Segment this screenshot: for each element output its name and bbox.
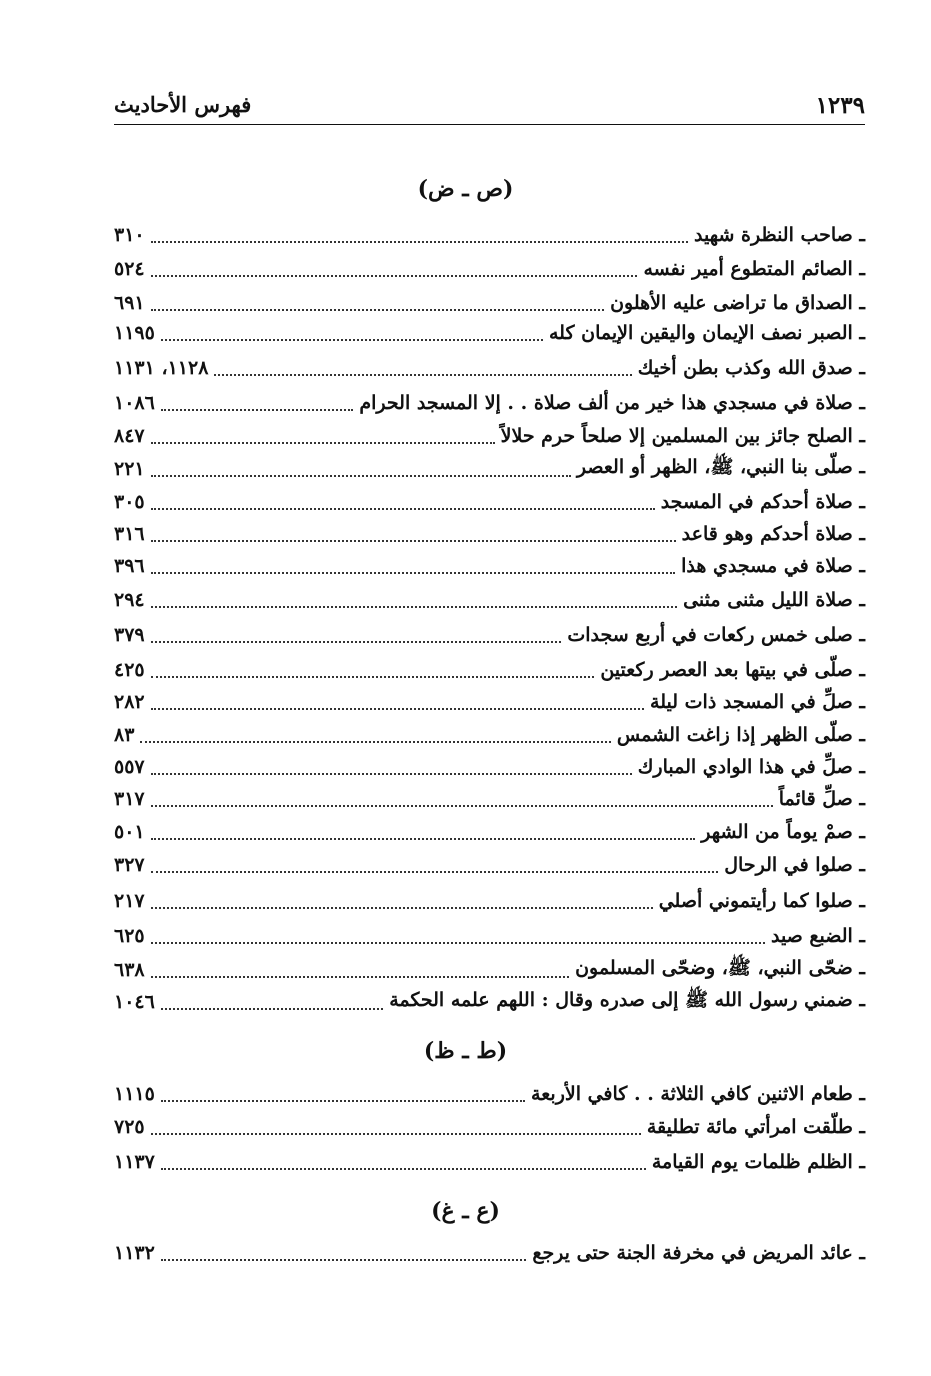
index-entry bbox=[114, 1077, 865, 1111]
page-reference: ١١٩٥ bbox=[114, 322, 155, 344]
dot-leader bbox=[151, 707, 644, 710]
dot-leader bbox=[151, 274, 638, 277]
dot-leader bbox=[161, 1167, 646, 1170]
section-heading: (ع ـ غ) bbox=[431, 1198, 500, 1224]
page-reference: ١١٢٨، ١١٣١ bbox=[114, 357, 209, 379]
dot-leader bbox=[140, 740, 610, 743]
index-entry bbox=[114, 1110, 865, 1144]
hadith-text: ـ الضبع صيد bbox=[770, 925, 865, 947]
page-reference: ٣١٠ bbox=[114, 224, 145, 246]
index-entry bbox=[114, 316, 865, 350]
page-reference: ٦٢٥ bbox=[114, 925, 145, 947]
page-reference: ٧٢٥ bbox=[114, 1116, 145, 1138]
dot-leader bbox=[151, 640, 562, 643]
page-reference: ٣٧٩ bbox=[114, 624, 145, 646]
dot-leader bbox=[151, 240, 688, 243]
dot-leader bbox=[161, 1007, 383, 1010]
page-reference: ١٠٨٦ bbox=[114, 392, 155, 414]
hadith-text: ـ صلّى الظهر إذا زاغت الشمس bbox=[616, 724, 865, 746]
page-reference: ١١٣٧ bbox=[114, 1151, 155, 1173]
index-entry bbox=[114, 919, 865, 953]
hadith-text: ـ الصداق ما تراضى عليه الأهلون bbox=[610, 292, 865, 314]
index-entry bbox=[114, 583, 865, 617]
index-entry bbox=[114, 419, 865, 453]
section-heading: (ط ـ ظ) bbox=[423, 1038, 508, 1064]
dot-leader bbox=[214, 373, 631, 376]
dot-leader bbox=[151, 975, 569, 978]
hadith-text: ـ صلاة أحدكم وهو قاعد bbox=[681, 523, 865, 545]
dot-leader bbox=[151, 539, 676, 542]
hadith-text: ـ الصلح جائز بين المسلمين إلا صلحاً حرم حلالاً bbox=[500, 425, 865, 447]
hadith-text: ـ صلِّ في هذا الوادي المبارك bbox=[637, 756, 865, 778]
index-entry bbox=[114, 286, 865, 320]
page-reference: ١٠٤٦ bbox=[114, 991, 155, 1013]
dot-leader bbox=[151, 804, 773, 807]
page-reference: ٨٤٧ bbox=[114, 425, 145, 447]
dot-leader bbox=[151, 906, 653, 909]
dot-leader bbox=[161, 1258, 527, 1261]
hadith-text: ـ طلّقت امرأتي مائة تطليقة bbox=[646, 1116, 865, 1138]
index-entry bbox=[114, 884, 865, 918]
hadith-text: ـ صلاة الليل مثنى مثنى bbox=[683, 589, 865, 611]
dot-leader bbox=[151, 941, 765, 944]
page-reference: ٢١٧ bbox=[114, 890, 145, 912]
page-reference: ٢٨٢ bbox=[114, 691, 145, 713]
dot-leader bbox=[151, 507, 655, 510]
hadith-text: ـ صلاة أحدكم في المسجد bbox=[660, 491, 865, 513]
page-reference: ١١٣٢ bbox=[114, 1242, 155, 1264]
dot-leader bbox=[151, 870, 719, 873]
page-reference: ١١١٥ bbox=[114, 1083, 155, 1105]
hadith-text: ـ ضمني رسول الله ﷺ إلى صدره وقال : اللهم علمه الحكمة bbox=[389, 989, 865, 1011]
dot-leader bbox=[151, 474, 571, 477]
index-entry bbox=[114, 1236, 865, 1270]
page-reference: ٣١٧ bbox=[114, 788, 145, 810]
index-entry bbox=[114, 1145, 865, 1179]
index-entry bbox=[114, 485, 865, 519]
hadith-text: ـ صلاة في مسجدي هذا bbox=[681, 555, 865, 577]
dot-leader bbox=[161, 1099, 525, 1102]
hadith-text: ـ الظلم ظلمات يوم القيامة bbox=[651, 1151, 865, 1173]
index-entry bbox=[114, 848, 865, 882]
index-entry bbox=[114, 685, 865, 719]
index-entry bbox=[114, 618, 865, 652]
index-entry bbox=[114, 815, 865, 849]
index-entry bbox=[114, 985, 865, 1019]
dot-leader bbox=[151, 1132, 641, 1135]
hadith-text: ـ طعام الاثنين كافي الثلاثة . . كافي الأربعة bbox=[531, 1083, 865, 1105]
hadith-text: ـ صلِّ في المسجد ذات ليلة bbox=[650, 691, 865, 713]
index-entry bbox=[114, 750, 865, 784]
page-reference: ٢٢١ bbox=[114, 458, 145, 480]
page-reference: ٥٠١ bbox=[114, 821, 145, 843]
index-entry bbox=[114, 517, 865, 551]
dot-leader bbox=[151, 675, 595, 678]
index-entry bbox=[114, 653, 865, 687]
page-reference: ٣٢٧ bbox=[114, 854, 145, 876]
hadith-text: ـ صلّى في بيتها بعد العصر ركعتين bbox=[600, 659, 865, 681]
hadith-text: ـ عائد المريض في مخرفة الجنة حتى يرجع bbox=[532, 1242, 865, 1264]
dot-leader bbox=[151, 441, 495, 444]
page-reference: ٤٢٥ bbox=[114, 659, 145, 681]
hadith-text: ـ صلوا في الرحال bbox=[724, 854, 865, 876]
page-reference: ٥٢٤ bbox=[114, 258, 145, 280]
hadith-text: ـ الصائم المتطوع أمير نفسه bbox=[643, 258, 865, 280]
page-reference: ٨٣ bbox=[114, 724, 135, 746]
page-reference: ٣٩٦ bbox=[114, 555, 145, 577]
dot-leader bbox=[151, 772, 632, 775]
dot-leader bbox=[151, 605, 677, 608]
index-entry bbox=[114, 782, 865, 816]
hadith-text: ـ صلاة في مسجدي هذا خير من ألف صلاة . . إلا المسجد الحرام bbox=[359, 392, 865, 414]
dot-leader bbox=[151, 308, 604, 311]
dot-leader bbox=[151, 837, 696, 840]
hadith-text: ـ ضحّى النبي، ﷺ، وضحّى المسلمون bbox=[575, 957, 865, 979]
dot-leader bbox=[161, 408, 354, 411]
page-number: ١٢٣٩ bbox=[815, 92, 865, 119]
hadith-text: ـ صلى خمس ركعات في أربع سجدات bbox=[567, 624, 865, 646]
page-reference: ٥٥٧ bbox=[114, 756, 145, 778]
hadith-text: ـ صلِّ قائماً bbox=[778, 788, 865, 810]
index-entry bbox=[114, 351, 865, 385]
running-title: فهرس الأحاديث bbox=[114, 92, 252, 117]
index-entry bbox=[114, 718, 865, 752]
dot-leader bbox=[161, 338, 543, 341]
page-reference: ٢٩٤ bbox=[114, 589, 145, 611]
page-reference: ٣٠٥ bbox=[114, 491, 145, 513]
hadith-text: ـ صلوا كما رأيتموني أصلي bbox=[658, 890, 865, 912]
index-entry bbox=[114, 218, 865, 252]
page-reference: ٣١٦ bbox=[114, 523, 145, 545]
hadith-text: ـ صاحب النظرة شهيد bbox=[694, 224, 865, 246]
index-entry bbox=[114, 452, 865, 486]
hadith-text: ـ صمْ يوماً من الشهر bbox=[701, 821, 865, 843]
index-entry bbox=[114, 386, 865, 420]
hadith-text: ـ صدق الله وكذب بطن أخيك bbox=[637, 357, 865, 379]
index-entry bbox=[114, 549, 865, 583]
index-entry bbox=[114, 953, 865, 987]
section-heading: (ص ـ ض) bbox=[417, 176, 514, 202]
hadith-text: ـ الصبر نصف الإيمان واليقين الإيمان كله bbox=[548, 322, 865, 344]
hadith-text: ـ صلّى بنا النبي، ﷺ، الظهر أو العصر bbox=[576, 456, 865, 478]
index-entry bbox=[114, 252, 865, 286]
page-reference: ٦٣٨ bbox=[114, 959, 145, 981]
page-header bbox=[114, 88, 865, 125]
page-reference: ٦٩١ bbox=[114, 292, 145, 314]
dot-leader bbox=[151, 571, 675, 574]
